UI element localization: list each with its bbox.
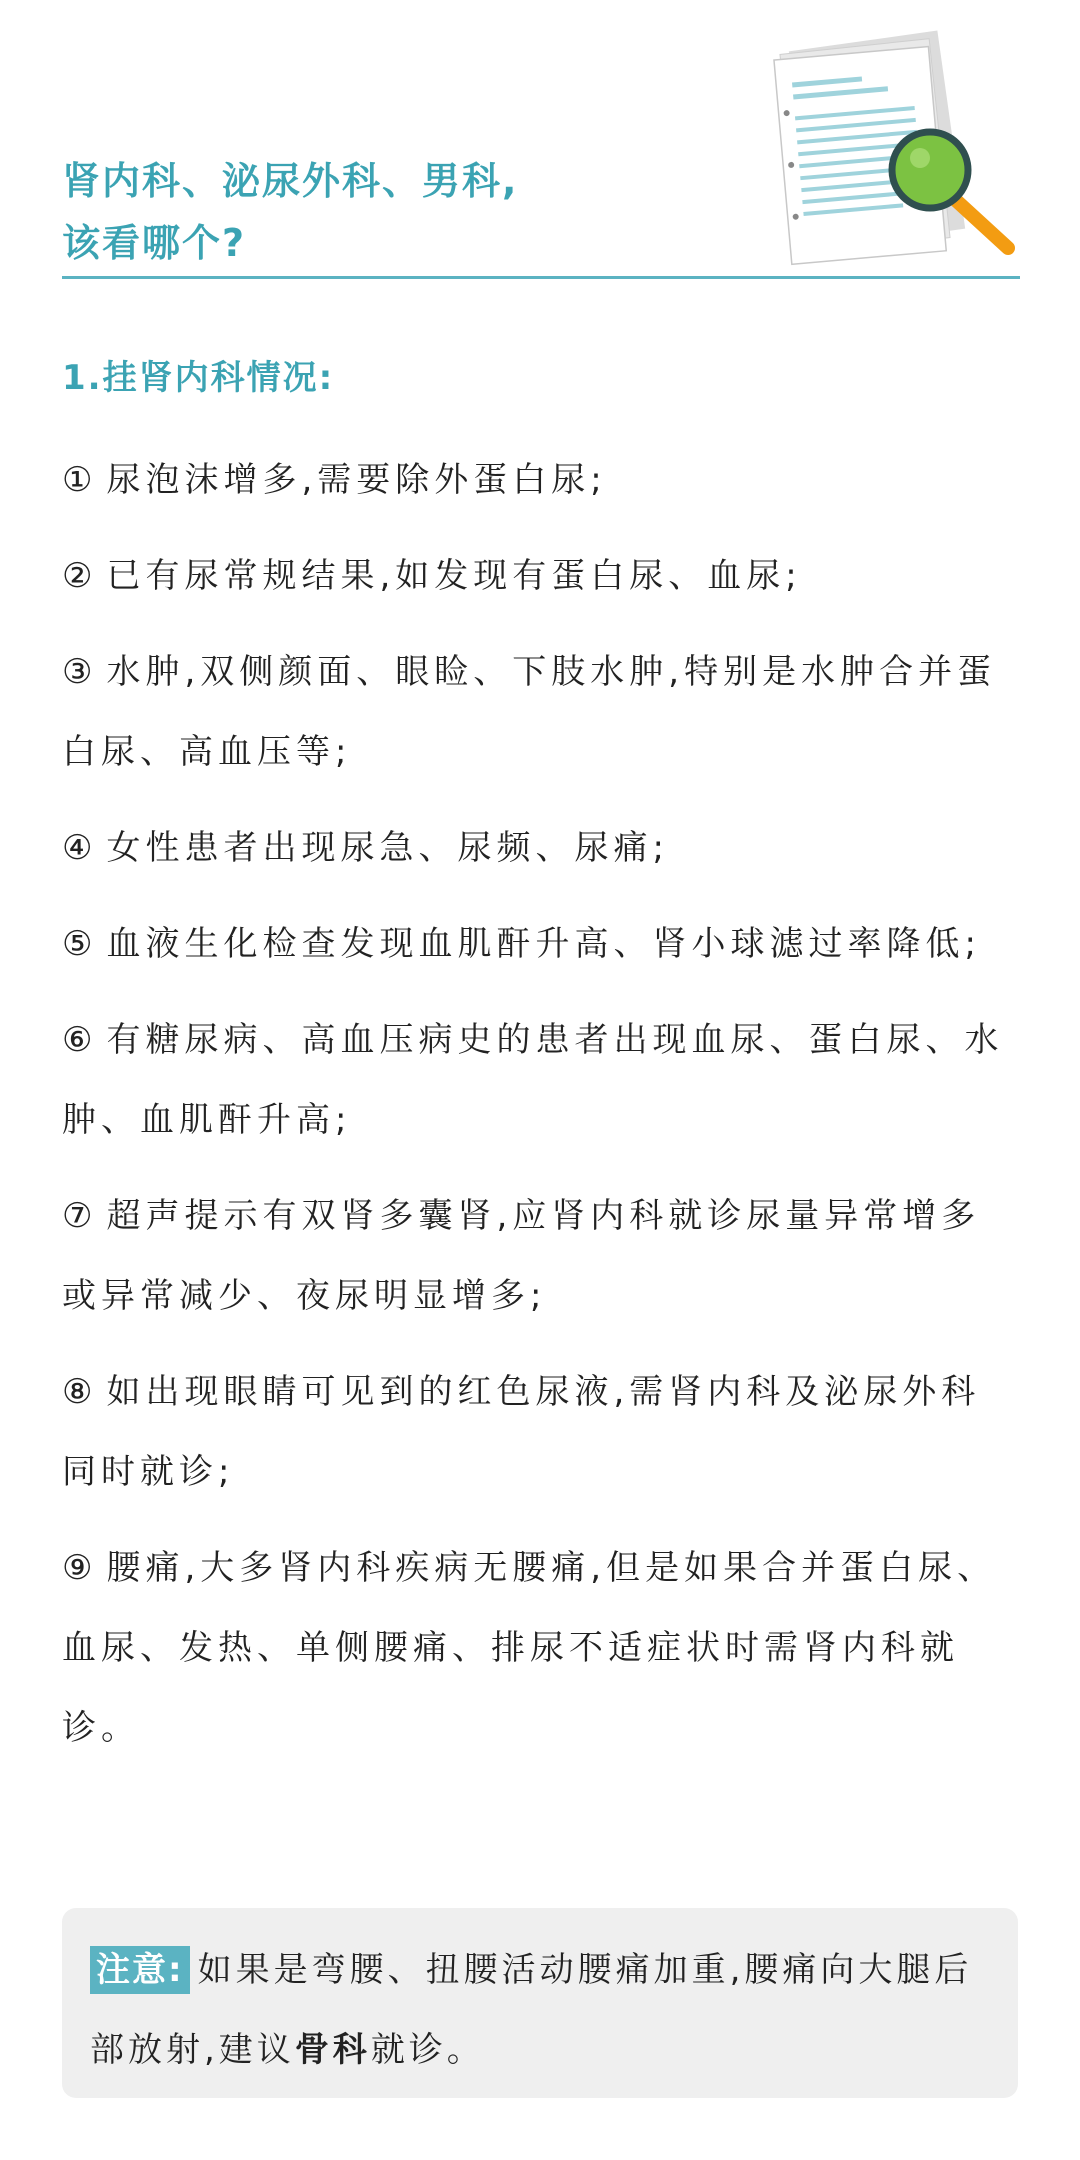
- list-item: [62, 536, 1012, 616]
- note-text: [90, 1930, 990, 2090]
- item-text: 有糖尿病、高血压病史的患者出现血尿、蛋白尿、水肿、血肌酐升高;: [62, 1020, 1004, 1140]
- list-item: [62, 808, 1012, 888]
- item-text: 已有尿常规结果,如发现有蛋白尿、血尿;: [106, 556, 802, 596]
- note-body: 如果是弯腰、扭腰活动腰痛加重,腰痛向大腿后部放射,建议: [90, 1950, 973, 2070]
- section-heading: 1.挂肾内科情况:: [62, 358, 335, 398]
- list-item: [62, 440, 1012, 520]
- item-text: 尿泡沫增多,需要除外蛋白尿;: [106, 460, 607, 500]
- list-item: [62, 1528, 1012, 1768]
- list-item: [62, 1000, 1012, 1160]
- item-marker: ⑧: [62, 1372, 93, 1412]
- header-title-line-2: 该看哪个?: [62, 221, 247, 265]
- list-item: [62, 1176, 1012, 1336]
- header-divider: [62, 276, 1020, 279]
- note-box: [62, 1908, 1018, 2098]
- item-marker: ③: [62, 652, 93, 692]
- item-marker: ⑦: [62, 1196, 93, 1236]
- header-title-line-1: 肾内科、泌尿外科、男科,: [62, 159, 519, 203]
- item-marker: ⑥: [62, 1020, 93, 1060]
- article-header: [62, 150, 762, 274]
- note-emphasis: 骨科: [294, 2030, 371, 2070]
- item-text: 如出现眼睛可见到的红色尿液,需肾内科及泌尿外科同时就诊;: [62, 1372, 981, 1492]
- document-magnifier-illustration: [750, 18, 1030, 268]
- list-item: [62, 632, 1012, 792]
- item-marker: ①: [62, 460, 93, 500]
- list-item: [62, 1352, 1012, 1512]
- note-label: 注意:: [90, 1946, 190, 1994]
- item-text: 女性患者出现尿急、尿频、尿痛;: [106, 828, 669, 868]
- item-text: 腰痛,大多肾内科疾病无腰痛,但是如果合并蛋白尿、血尿、发热、单侧腰痛、排尿不适症状时需肾内科就诊。: [62, 1548, 997, 1748]
- item-marker: ④: [62, 828, 93, 868]
- item-text: 超声提示有双肾多囊肾,应肾内科就诊尿量异常增多或异常减少、夜尿明显增多;: [62, 1196, 981, 1316]
- item-text: 血液生化检查发现血肌酐升高、肾小球滤过率降低;: [106, 924, 981, 964]
- item-marker: ⑨: [62, 1548, 93, 1588]
- symptom-list: [62, 440, 1012, 1784]
- item-text: 水肿,双侧颜面、眼睑、下肢水肿,特别是水肿合并蛋白尿、高血压等;: [62, 652, 997, 772]
- item-marker: ②: [62, 556, 93, 596]
- list-item: [62, 904, 1012, 984]
- item-marker: ⑤: [62, 924, 93, 964]
- note-body-end: 就诊。: [370, 2030, 485, 2070]
